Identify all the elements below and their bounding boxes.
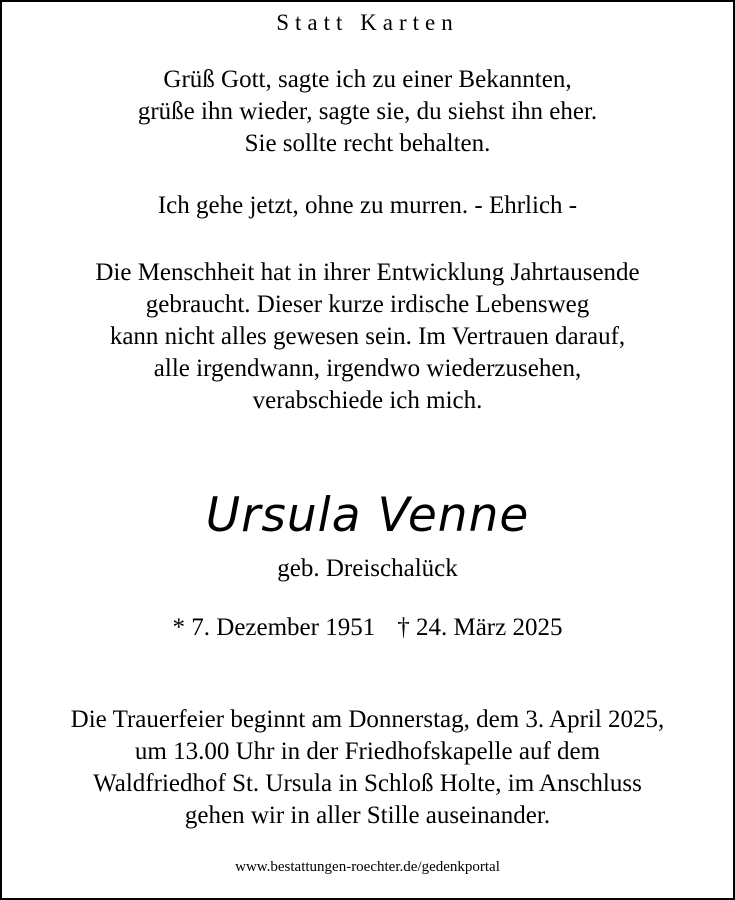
poem-line: alle irgendwann, irgendwo wiederzusehen,: [153, 355, 582, 382]
birth-date: * 7. Dezember 1951: [172, 614, 376, 641]
ceremony-line: Waldfriedhof St. Ursula in Schloß Holte, im Anschluss: [93, 770, 642, 797]
death-date: † 24. März 2025: [397, 614, 563, 641]
memorial-portal-url: www.bestattungen-roechter.de/gedenkportal: [235, 859, 500, 875]
poem-line: Ich gehe jetzt, ohne zu murren. - Ehrlich -: [157, 192, 578, 219]
deceased-name: Ursula Venne: [205, 488, 530, 543]
ceremony-line: Die Trauerfeier beginnt am Donnerstag, dem 3. April 2025,: [70, 706, 665, 733]
poem-line: Sie sollte recht behalten.: [244, 130, 491, 157]
poem-line: Grüß Gott, sagte ich zu einer Bekannten,: [163, 66, 572, 93]
birth-name: geb. Dreischalück: [277, 555, 458, 582]
poem-line: grüße ihn wieder, sagte sie, du siehst ihn eher.: [137, 98, 598, 125]
poem-line: kann nicht alles gewesen sein. Im Vertrauen darauf,: [109, 323, 626, 350]
poem-line: gebraucht. Dieser kurze irdische Lebensweg: [145, 291, 590, 318]
ceremony-line: um 13.00 Uhr in der Friedhofskapelle auf dem: [134, 738, 601, 765]
poem-line: verabschiede ich mich.: [252, 387, 483, 414]
ceremony-line: gehen wir in aller Stille auseinander.: [184, 802, 551, 829]
header-statt-karten: Statt Karten: [276, 10, 459, 35]
life-dates: [2, 612, 733, 644]
poem-line: Die Menschheit hat in ihrer Entwicklung Jahrtausende: [95, 259, 640, 286]
